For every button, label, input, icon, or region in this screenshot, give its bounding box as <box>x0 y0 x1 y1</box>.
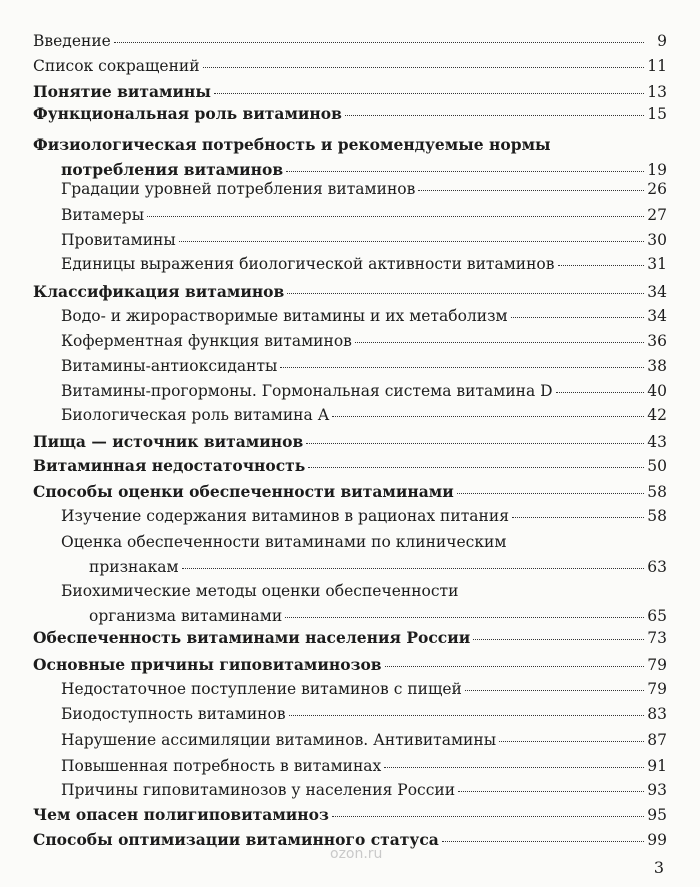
toc-entry-page: 11 <box>647 57 667 75</box>
toc-entry-title: Витамеры <box>61 206 145 224</box>
dot-leader <box>458 790 644 792</box>
toc-entry[interactable] <box>33 282 667 302</box>
toc-entry-page: 26 <box>647 180 667 198</box>
toc-entry-title: Причины гиповитаминозов у населения России <box>61 781 456 799</box>
toc-entry-page: 63 <box>647 558 667 576</box>
dot-leader <box>286 170 644 172</box>
toc-entry-title: Биохимические методы оценки обеспеченности <box>61 582 459 600</box>
dot-leader <box>287 292 644 294</box>
toc-entry-page: 15 <box>647 105 667 123</box>
page-number: 3 <box>653 858 664 877</box>
toc-entry[interactable] <box>33 104 667 124</box>
dot-leader <box>385 665 644 667</box>
toc-entry-title: Способы оценки обеспеченности витаминами <box>33 482 454 501</box>
dot-leader <box>465 689 644 691</box>
toc-entry-page: 73 <box>647 629 667 647</box>
toc-entry-page: 99 <box>647 831 667 849</box>
toc-entry[interactable] <box>33 132 667 183</box>
watermark: ozon.ru <box>330 846 383 862</box>
toc-entry-page: 31 <box>647 255 667 273</box>
toc-entry-title: Пища — источник витаминов <box>33 432 304 451</box>
toc-entry-title-continued: признакам <box>89 558 179 576</box>
toc-entry-page: 42 <box>647 406 667 424</box>
toc-entry[interactable] <box>33 655 667 675</box>
toc-entry-page: 34 <box>647 283 667 301</box>
toc-entry-page: 83 <box>647 705 667 723</box>
toc-entry[interactable] <box>61 579 667 629</box>
toc-entry-title: Введение <box>33 32 111 50</box>
toc-entry-page: 79 <box>647 680 667 698</box>
toc-entry[interactable] <box>61 255 667 274</box>
toc-entry[interactable] <box>33 805 667 825</box>
dot-leader <box>384 766 644 768</box>
toc-entry[interactable] <box>61 406 667 425</box>
dot-leader <box>332 815 644 817</box>
toc-entry[interactable] <box>33 32 667 51</box>
toc-entry[interactable] <box>33 432 667 452</box>
toc-entry-page: 43 <box>647 433 667 451</box>
dot-leader <box>355 341 644 343</box>
toc-entry-page: 65 <box>647 607 667 625</box>
toc-entry-page: 95 <box>647 806 667 824</box>
dot-leader <box>332 415 644 417</box>
toc-entry[interactable] <box>33 57 667 76</box>
toc-entry-title: Физиологическая потребность и рекомендуемые нормы <box>33 135 551 154</box>
toc-entry-page: 30 <box>647 231 667 249</box>
dot-leader <box>457 492 644 494</box>
toc-entry-title: Основные причины гиповитаминозов <box>33 655 382 674</box>
dot-leader <box>114 41 644 43</box>
toc-entry[interactable] <box>61 680 667 699</box>
toc-entry[interactable] <box>61 781 667 800</box>
dot-leader <box>558 264 645 266</box>
toc-entry[interactable] <box>61 180 667 199</box>
toc-entry[interactable] <box>61 357 667 376</box>
toc-entry-title: Витаминная недостаточность <box>33 456 306 475</box>
toc-entry-title: Чем опасен полигиповитаминоз <box>33 805 329 824</box>
dot-leader <box>442 840 644 842</box>
toc-entry-title: Провитамины <box>61 231 176 249</box>
dot-leader <box>285 616 644 618</box>
toc-entry-title-continued: организма витаминами <box>89 607 283 625</box>
dot-leader <box>308 466 644 468</box>
dot-leader <box>418 189 644 191</box>
dot-leader <box>345 114 644 116</box>
toc-entry-title: Повышенная потребность в витаминах <box>61 757 382 775</box>
toc-entry[interactable] <box>33 482 667 502</box>
toc-entry-page: 27 <box>647 206 667 224</box>
toc-entry-title-continued: потребления витаминов <box>61 160 284 179</box>
toc-entry-title: Список сокращений <box>33 57 200 75</box>
toc-entry-title: Способы оптимизации витаминного статуса <box>33 830 439 849</box>
toc-entry[interactable] <box>61 705 667 724</box>
toc-entry-title: Градации уровней потребления витаминов <box>61 180 416 198</box>
toc-entry-page: 36 <box>647 332 667 350</box>
toc-entry-title: Оценка обеспеченности витаминами по клиническим <box>61 533 507 551</box>
dot-leader <box>473 638 644 640</box>
dot-leader <box>182 567 644 569</box>
toc-entry-page: 93 <box>647 781 667 799</box>
toc-entry[interactable] <box>61 332 667 351</box>
toc-entry-page: 9 <box>657 32 667 50</box>
toc-entry-page: 19 <box>647 161 667 179</box>
toc-entry[interactable] <box>61 530 667 580</box>
toc-entry-page: 91 <box>647 757 667 775</box>
dot-leader <box>556 391 644 393</box>
dot-leader <box>179 240 644 242</box>
toc-entry-title: Классификация витаминов <box>33 282 285 301</box>
toc-entry-title: Недостаточное поступление витаминов с пищей <box>61 680 462 698</box>
toc-entry-page: 40 <box>647 382 667 400</box>
toc-entry-page: 58 <box>647 507 667 525</box>
toc-entry[interactable] <box>61 757 667 776</box>
dot-leader <box>289 714 644 716</box>
toc-entry-title: Биодоступность витаминов <box>61 705 286 723</box>
toc-entry-page: 38 <box>647 357 667 375</box>
dot-leader <box>280 366 644 368</box>
toc-entry-page: 58 <box>647 483 667 501</box>
toc-entry-page: 13 <box>647 83 667 101</box>
toc-entry-title: Обеспеченность витаминами населения России <box>33 628 471 647</box>
toc-entry-page: 87 <box>647 731 667 749</box>
toc-entry-title: Изучение содержания витаминов в рационах питания <box>61 507 509 525</box>
dot-leader <box>306 442 644 444</box>
dot-leader <box>511 316 644 318</box>
toc-entry[interactable] <box>61 507 667 526</box>
dot-leader <box>512 516 644 518</box>
dot-leader <box>214 92 644 94</box>
toc-entry[interactable] <box>61 307 667 326</box>
toc-entry[interactable] <box>33 456 667 476</box>
toc-entry-title: Витамины-прогормоны. Гормональная система витамина D <box>61 382 553 400</box>
dot-leader <box>147 215 644 217</box>
toc-entry[interactable] <box>33 628 667 648</box>
toc-entry[interactable] <box>61 206 667 225</box>
toc-entry-title: Водо- и жирорастворимые витамины и их метаболизм <box>61 307 508 325</box>
toc-entry-title: Единицы выражения биологической активности витаминов <box>61 255 555 273</box>
toc-entry-title: Нарушение ассимиляции витаминов. Антивитамины <box>61 731 497 749</box>
dot-leader <box>203 66 644 68</box>
toc-entry-page: 79 <box>647 656 667 674</box>
toc-entry-title: Функциональная роль витаминов <box>33 104 342 123</box>
toc-entry[interactable] <box>61 231 667 250</box>
toc-entry[interactable] <box>61 382 667 401</box>
toc-entry-page: 34 <box>647 307 667 325</box>
toc-entry-title: Коферментная функция витаминов <box>61 332 352 350</box>
dot-leader <box>499 740 644 742</box>
toc-entry-title: Витамины-антиоксиданты <box>61 357 278 375</box>
toc-entry-title: Понятие витамины <box>33 82 211 101</box>
toc-entry[interactable] <box>33 82 667 102</box>
toc-entry-title: Биологическая роль витамина А <box>61 406 330 424</box>
toc-entry-page: 50 <box>647 457 667 475</box>
toc-entry[interactable] <box>61 731 667 750</box>
